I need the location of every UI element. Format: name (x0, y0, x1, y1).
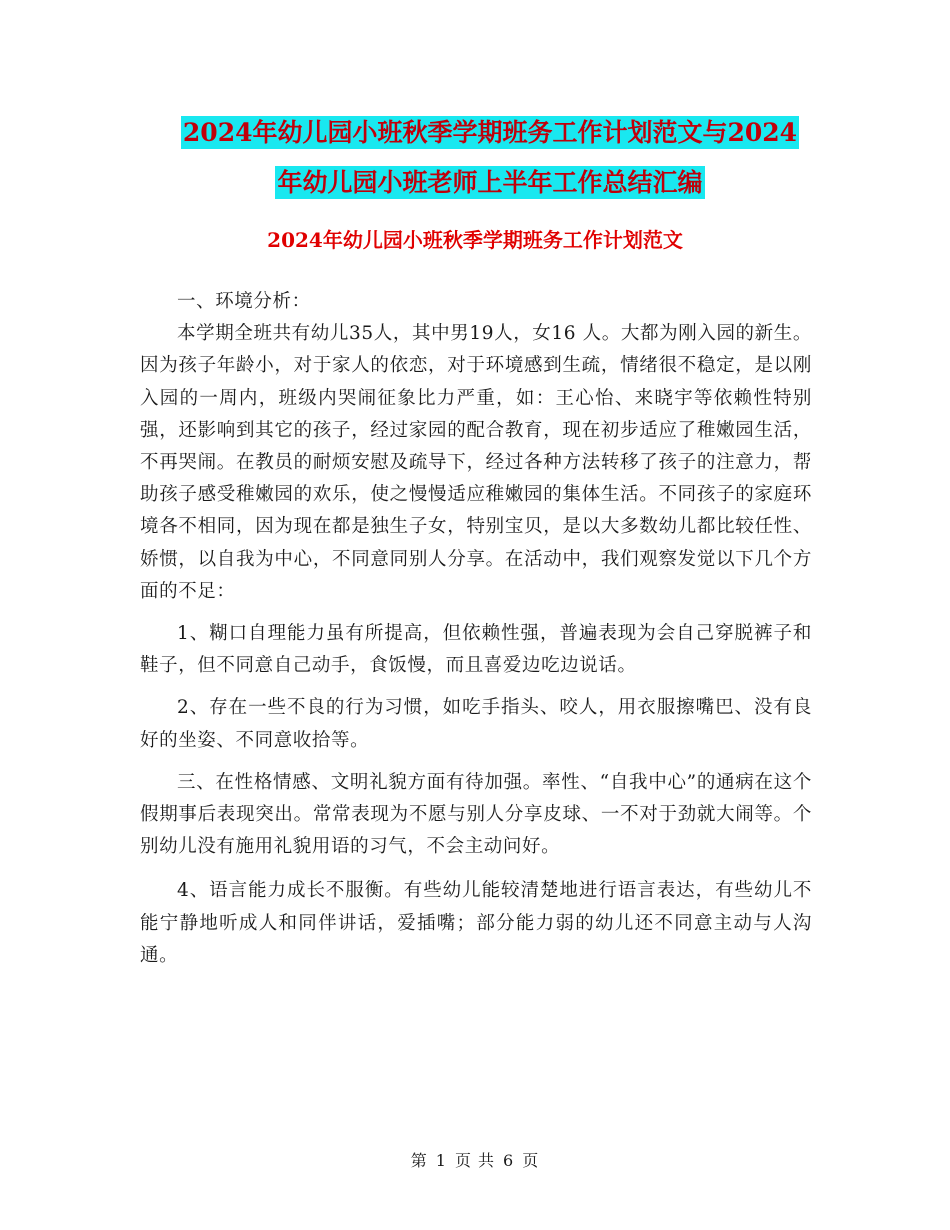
footer-page-current: 1 (435, 1151, 447, 1170)
section-title: 2024年幼儿园小班秋季学期班务工作计划范文 (267, 228, 683, 252)
heading-environment: 一、环境分析： (177, 291, 311, 312)
paragraph-overview: 本学期全班共有幼儿35人，其中男19人，女16 人。大都为刚入园的新生。因为孩子年龄小，对于家人的依恋，对于环境感到生疏，情绪很不稳定，是以刚入园的一周内，班级内哭闹征象比力严重，如：王心怡、来晓宇等依赖性特别强，还影响到其它的孩子，经过家园的配合教育，现在初步适应了稚嫩园生活，不再哭闹。在教员的耐烦安慰及疏导下，经过各种方法转移了孩子的注意力，帮助孩子感受稚嫩园的欢乐，使之慢慢适应稚嫩园的集体生活。不同孩子的家庭环境各不相同，因为现在都是独生子女，特别宝贝，是以大多数幼儿都比较任性、娇惯，以自我为中心，不同意同别人分享。在活动中，我们观察发觉以下几个方面的不足： (140, 323, 812, 602)
footer-suffix: 页 (522, 1151, 540, 1170)
title-line-1: 2024年幼儿园小班秋季学期班务工作计划范文与2024 (182, 118, 798, 147)
page-footer (0, 1148, 950, 1171)
document-title (140, 108, 840, 208)
paragraph-character: 三、在性格情感、文明礼貌方面有待加强。率性、“自我中心”的通病在这个假期事后表现突出。常常表现为不愿与别人分享皮球、一不对于劲就大闹等。个别幼儿没有施用礼貌用语的习气，不会主动问好。 (140, 771, 812, 858)
footer-page-total: 6 (503, 1151, 515, 1170)
paragraph-language: 4、语言能力成长不服衡。有些幼儿能较清楚地进行语言表达，有些幼儿不能宁静地听成人和同伴讲话，爱插嘴；部分能力弱的幼儿还不同意主动与人沟通。 (140, 880, 812, 966)
document-body (140, 286, 812, 972)
paragraph-self-care: 1、糊口自理能力虽有所提高，但依赖性强，普遍表现为会自己穿脱裤子和鞋子，但不同意自己动手，食饭慢，而且喜爱边吃边说话。 (140, 623, 812, 677)
title-line-2: 年幼儿园小班老师上半年工作总结汇编 (277, 168, 703, 197)
paragraph-habits: 2、存在一些不良的行为习惯，如吃手指头、咬人，用衣服擦嘴巴、没有良好的坐姿、不同意收拾等。 (140, 697, 812, 751)
footer-prefix: 第 (410, 1151, 428, 1170)
footer-mid: 页 共 (454, 1151, 496, 1170)
